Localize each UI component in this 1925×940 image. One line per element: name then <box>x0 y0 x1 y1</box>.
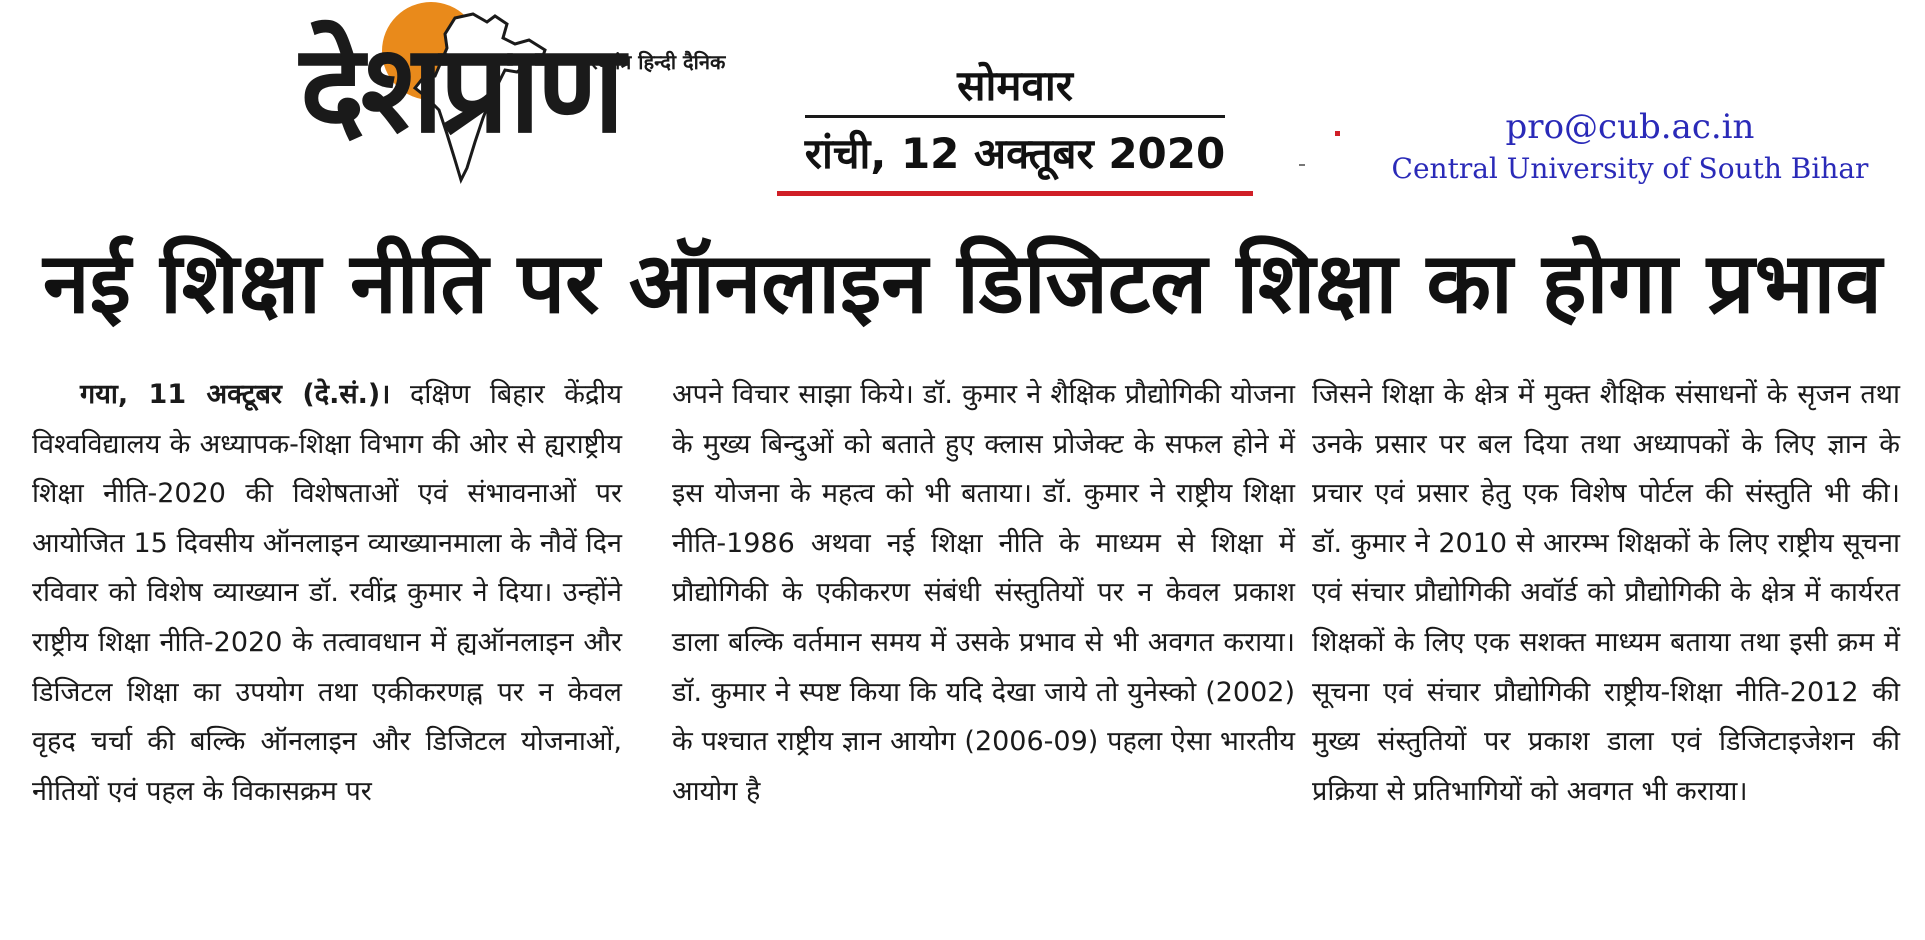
column-2-text: अपने विचार साझा किये। डॉ. कुमार ने शैक्षिक प्रौद्योगिकी योजना के मुख्य बिन्दुओं को बताते हुए क्लास प्रोजेक्ट के सफल होने में इस योजना के महत्व को भी बताया। डॉ. कुमार ने राष्ट्रीय शिक्षा नीति-1986 अथवा नई शिक्षा नीति के माध्यम से शिक्षा में प्रौद्योगिकी के एकीकरण संबंधी संस्तुतियों पर न केवल प्रकाश डाला बल्कि वर्तमान समय में उसके प्रभाव से भी अवगत कराया। डॉ. कुमार ने स्पष्ट किया कि यदि देखा जाये तो युनेस्को (2002) के पश्चात राष्ट्रीय ज्ञान आयोग (2006-09) पहला ऐसा भारतीय आयोग है <box>672 379 1295 807</box>
article-body <box>32 370 1902 930</box>
contact-email: pro@cub.ac.in <box>1505 107 1755 147</box>
masthead <box>0 0 1925 215</box>
date-divider <box>805 115 1225 118</box>
column-3-text: जिसने शिक्षा के क्षेत्र में मुक्त शैक्षिक संसाधनों के सृजन तथा उनके प्रसार पर बल दिया तथा अध्यापकों के लिए ज्ञान के प्रचार एवं प्रसार हेतु एक विशेष पोर्टल की संस्तुति भी की। डॉ. कुमार ने 2010 से आरम्भ शिक्षकों के लिए राष्ट्रीय सूचना एवं संचार प्रौद्योगिकी अवॉर्ड को प्रौद्योगिकी के क्षेत्र में कार्यरत शिक्षकों के लिए एक सशक्त माध्यम बताया तथा इसी क्रम में सूचना एवं संचार प्रौद्योगिकी राष्ट्रीय-शिक्षा नीति-2012 की मुख्य संस्तुतियों पर प्रकाश डाला एवं डिजिटाइजेशन की प्रक्रिया से प्रतिभागियों को अवगत भी कराया। <box>1312 379 1900 807</box>
tagline: स्वतंत्र हिन्दी दैनिक <box>590 50 726 74</box>
issue-day: सोमवार <box>957 61 1073 110</box>
article-column-2 <box>672 370 1295 930</box>
issue-date: रांची, 12 अक्तूबर 2020 <box>804 129 1226 178</box>
article-dateline: गया, 11 अक्टूबर (दे.सं.)। <box>80 379 391 410</box>
logo-wordmark: देशप्राण <box>300 18 621 160</box>
article-headline: नई शिक्षा नीति पर ऑनलाइन डिजिटल शिक्षा का होगा प्रभाव <box>42 234 1883 332</box>
accent-rule <box>777 191 1253 196</box>
institution-name: Central University of South Bihar <box>1391 152 1869 185</box>
article-column-3 <box>1312 370 1900 930</box>
date-block <box>775 56 1255 206</box>
contact-block <box>1370 105 1890 189</box>
article-column-1 <box>32 370 622 930</box>
column-1-text: दक्षिण बिहार केंद्रीय विश्वविद्यालय के अध्यापक-शिक्षा विभाग की ओर से ह्यराष्ट्रीय शिक्षा नीति-2020 की विशेषताओं एवं संभावनाओं पर आयोजित 15 दिवसीय ऑनलाइन व्याख्यानमाला के नौवें दिन रविवार को विशेष व्याख्यान डॉ. रवींद्र कुमार ने दिया। उन्होंने राष्ट्रीय शिक्षा नीति-2020 के तत्वावधान में ह्यऑनलाइन और डिजिटल शिक्षा का उपयोग तथा एकीकरणह्न पर न केवल वृहद चर्चा की बल्कि ऑनलाइन और डिजिटल योजनाओं, नीतियों एवं पहल के विकासक्रम पर <box>32 379 622 807</box>
gray-mark <box>1299 164 1305 166</box>
newspaper-logo <box>300 0 750 195</box>
red-mark <box>1335 131 1340 136</box>
